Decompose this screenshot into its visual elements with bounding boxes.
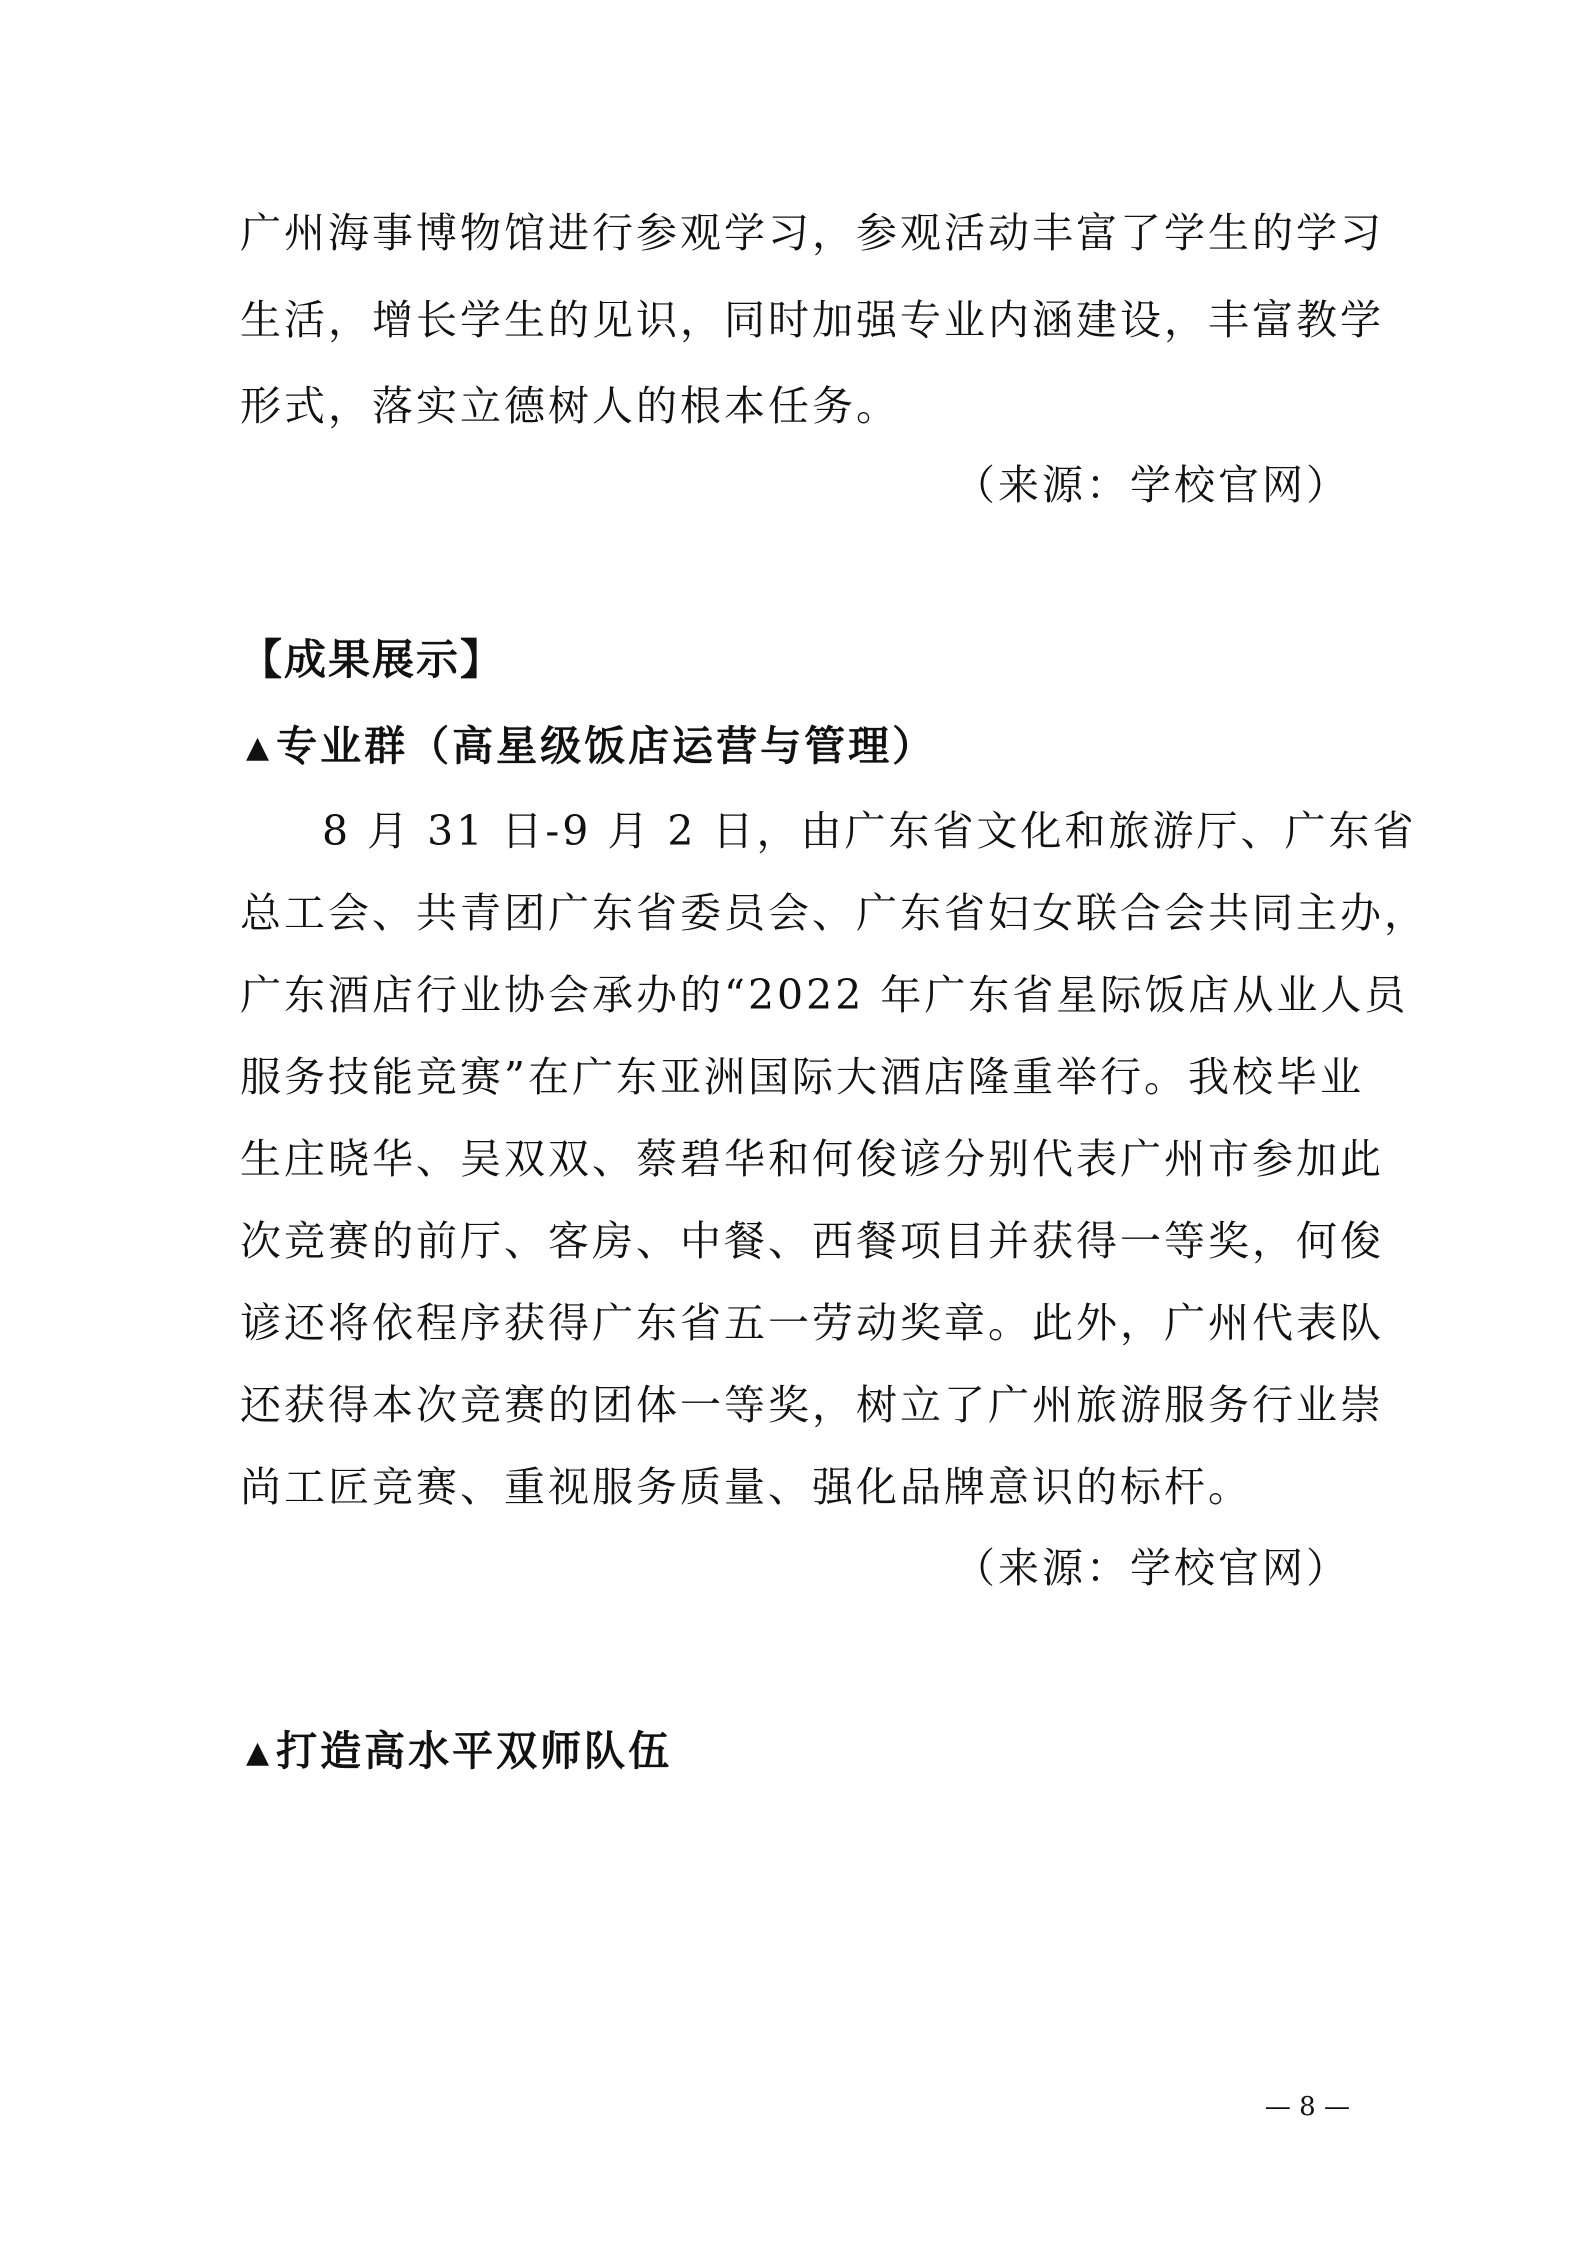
item1-line-4: 服务技能竞赛”在广东亚洲国际大酒店隆重举行。我校毕业	[240, 1053, 1364, 1101]
item1-line-1: 8 月 31 日-9 月 2 日，由广东省文化和旅游厅、广东省	[322, 807, 1417, 855]
item1-line-2: 总工会、共青团广东省委员会、广东省妇女联合会共同主办，	[240, 889, 1428, 937]
triangle-bullet-icon: ▲	[246, 1735, 273, 1770]
item1-line-5: 生庄晓华、吴双双、蔡碧华和何俊谚分别代表广州市参加此	[240, 1135, 1384, 1183]
item2-heading	[246, 1725, 672, 1779]
item1-title: 专业群（高星级饭店运营与管理）	[276, 722, 937, 770]
item1-line-3: 广东酒店行业协会承办的“2022 年广东省星际饭店从业人员	[240, 971, 1409, 1019]
item1-line-7: 谚还将依程序获得广东省五一劳动奖章。此外，广州代表队	[240, 1299, 1384, 1347]
intro-source: （来源：学校官网）	[954, 461, 1350, 509]
item1-line-9: 尚工匠竞赛、重视服务质量、强化品牌意识的标杆。	[240, 1463, 1252, 1511]
triangle-bullet-icon: ▲	[246, 730, 273, 765]
page-number: — 8 —	[1264, 2092, 1350, 2122]
intro-line-2: 生活，增长学生的见识，同时加强专业内涵建设，丰富教学	[240, 296, 1384, 344]
item1-source: （来源：学校官网）	[954, 1544, 1350, 1592]
section-title: 【成果展示】	[240, 635, 505, 684]
item2-title: 打造高水平双师队伍	[276, 1727, 673, 1775]
intro-line-3: 形式，落实立德树人的根本任务。	[240, 382, 900, 430]
intro-line-1: 广州海事博物馆进行参观学习，参观活动丰富了学生的学习	[240, 209, 1384, 257]
item1-line-8: 还获得本次竞赛的团体一等奖，树立了广州旅游服务行业崇	[240, 1381, 1384, 1429]
item1-heading	[246, 720, 936, 774]
item1-line-6: 次竞赛的前厅、客房、中餐、西餐项目并获得一等奖，何俊	[240, 1217, 1384, 1265]
